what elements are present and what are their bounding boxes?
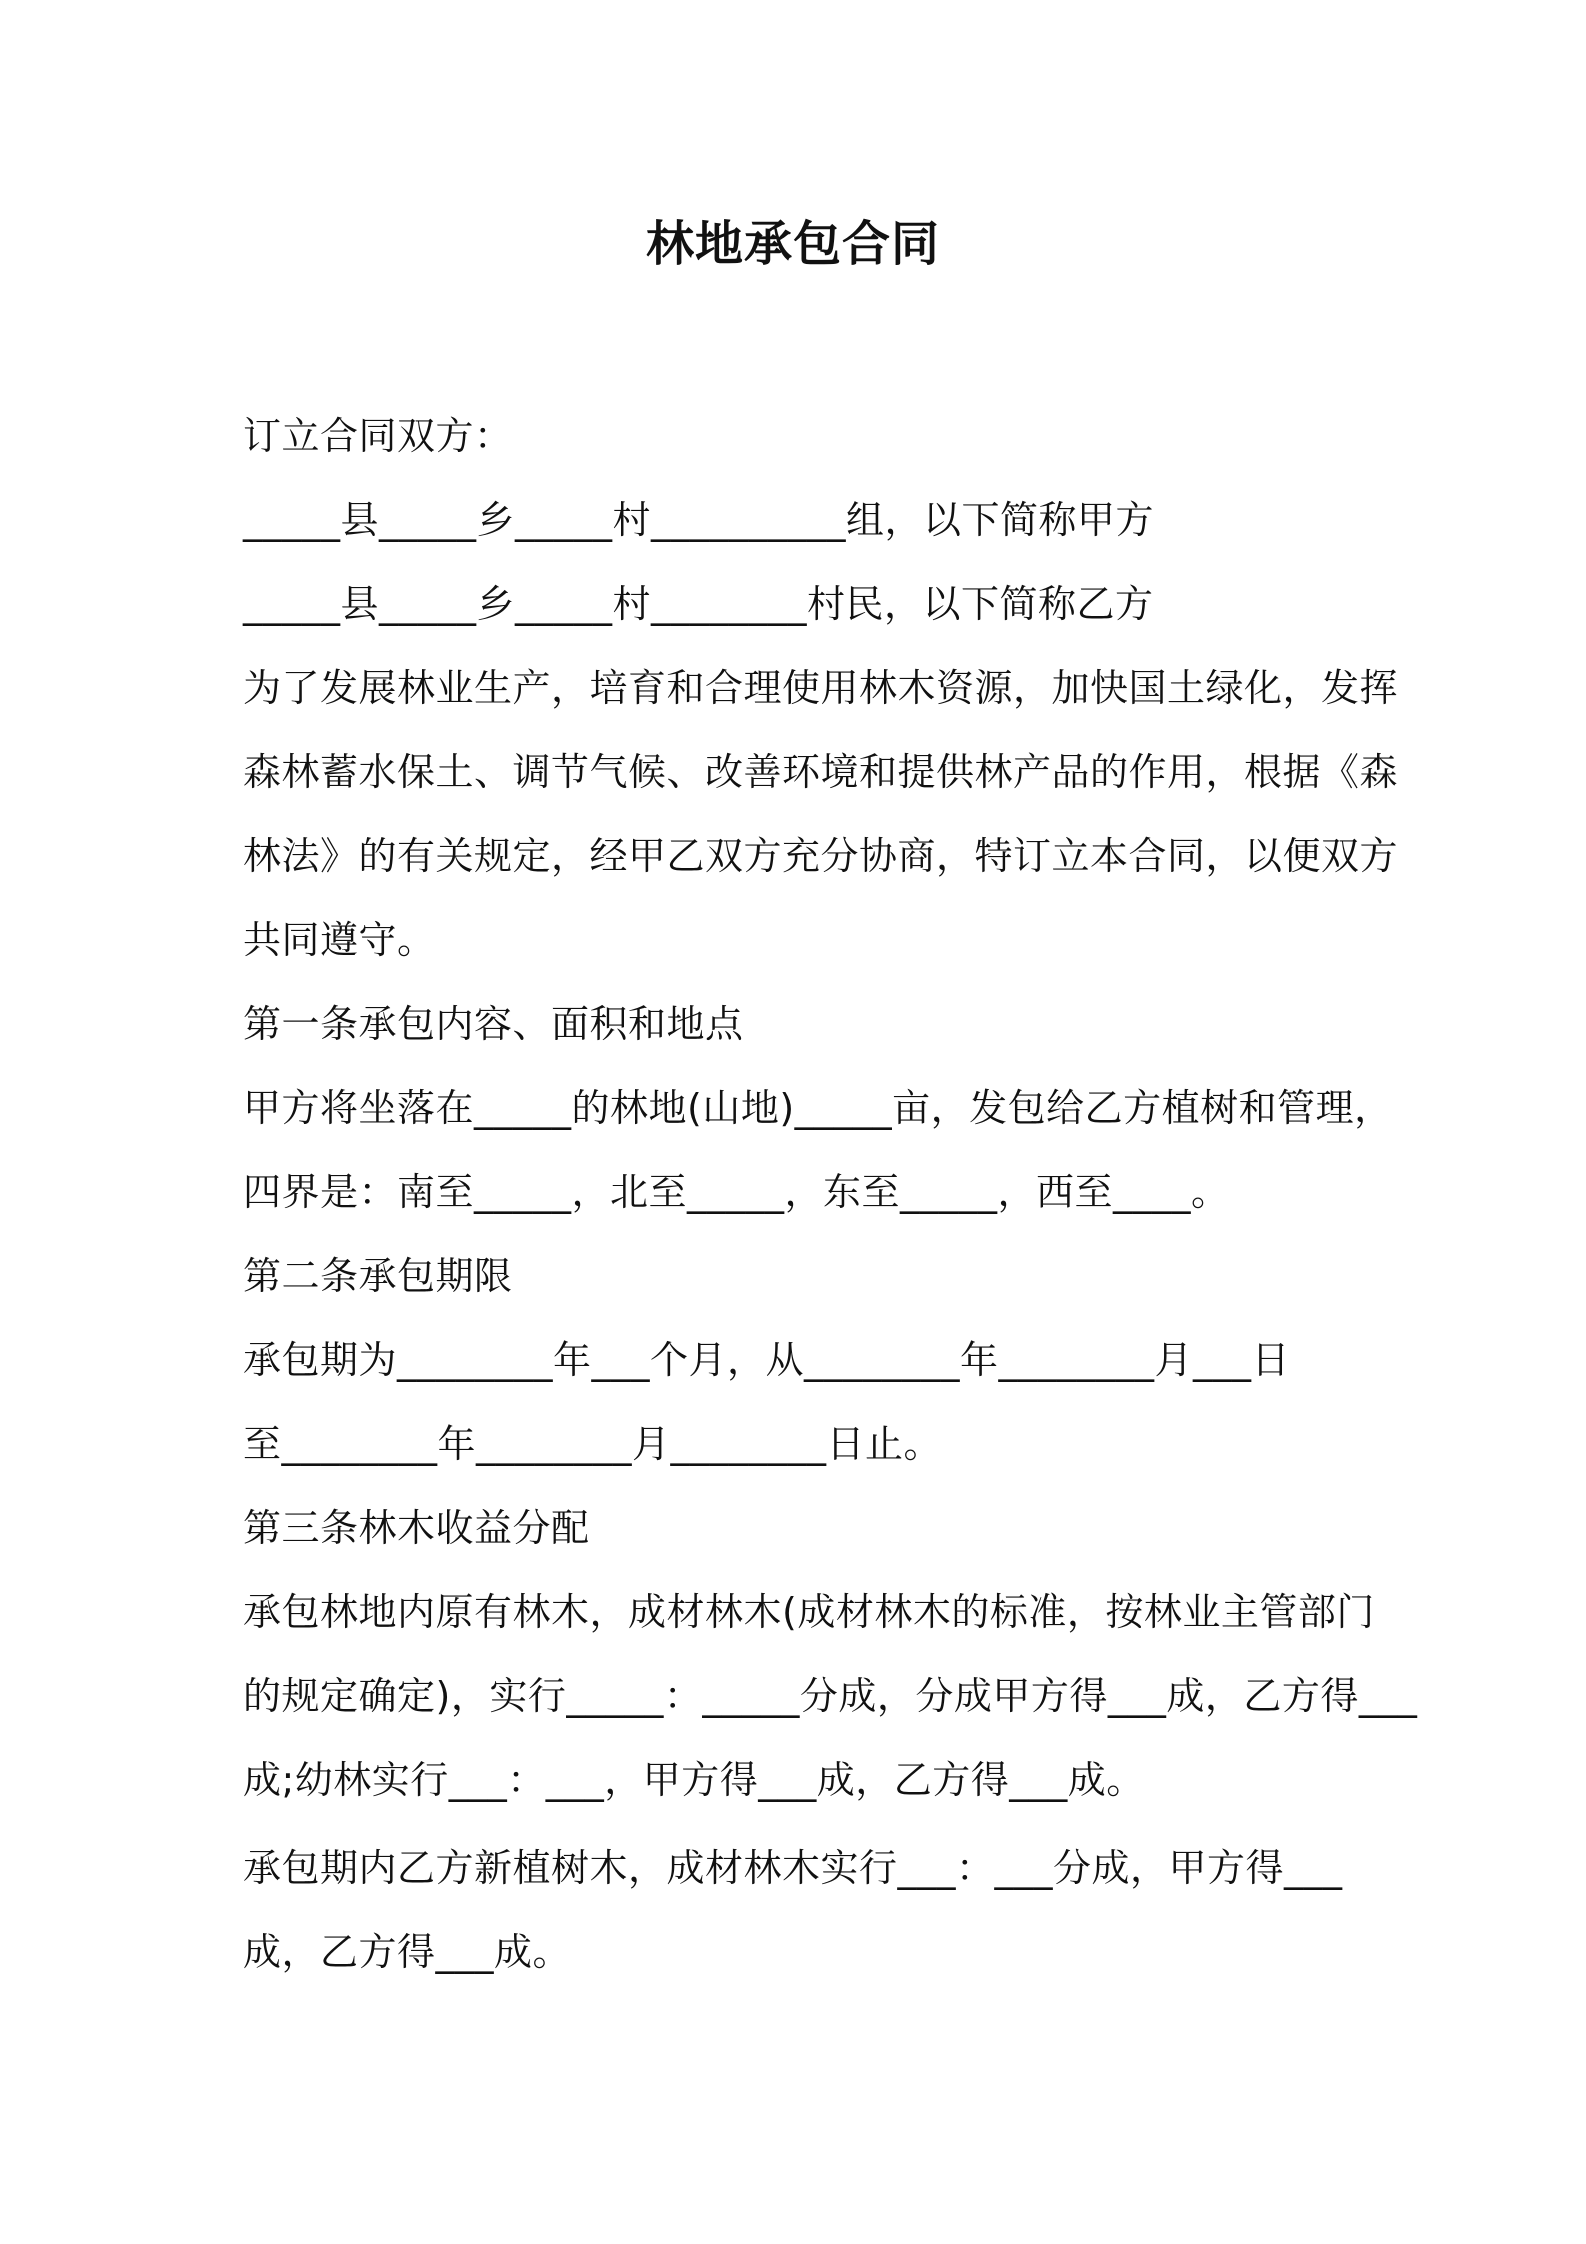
- parties-heading: 订立合同双方：: [243, 414, 513, 458]
- article-1-line-2: 四界是：南至_____，北至_____，东至_____，西至____。: [243, 1170, 1230, 1214]
- party-a-line: _____县_____乡_____村__________组，以下简称甲方: [243, 498, 1155, 542]
- article-2-line-1: 承包期为________年___个月，从________年________月___日: [243, 1338, 1291, 1382]
- article-3-line-5: 成，乙方得___成。: [243, 1930, 572, 1974]
- party-b-line: _____县_____乡_____村________村民，以下简称乙方: [243, 582, 1154, 626]
- article-3-line-4: 承包期内乙方新植树木，成材林木实行___：___分成，甲方得___: [243, 1846, 1343, 1890]
- article-3-line-3: 成;幼林实行___：___，甲方得___成，乙方得___成。: [243, 1758, 1145, 1802]
- preamble-line-1: 为了发展林业生产，培育和合理使用林木资源，加快国土绿化，发挥: [243, 666, 1399, 710]
- document-title: 林地承包合同: [645, 216, 940, 272]
- article-2-heading: 第二条承包期限: [243, 1254, 513, 1298]
- article-1-heading: 第一条承包内容、面积和地点: [243, 1002, 744, 1046]
- preamble-line-4: 共同遵守。: [243, 918, 436, 962]
- article-2-line-2: 至________年________月________日止。: [243, 1422, 943, 1466]
- preamble-line-3: 林法》的有关规定，经甲乙双方充分协商，特订立本合同，以便双方: [243, 834, 1399, 878]
- article-3-line-1: 承包林地内原有林木，成材林木(成材林木的标准，按林业主管部门: [243, 1590, 1375, 1634]
- article-1-line-1: 甲方将坐落在_____的林地(山地)_____亩，发包给乙方植树和管理，: [243, 1086, 1393, 1130]
- preamble-line-2: 森林蓄水保土、调节气候、改善环境和提供林产品的作用，根据《森: [243, 750, 1399, 794]
- article-3-heading: 第三条林木收益分配: [243, 1506, 590, 1550]
- article-3-line-2: 的规定确定)，实行_____：_____分成，分成甲方得___成，乙方得___: [243, 1674, 1418, 1718]
